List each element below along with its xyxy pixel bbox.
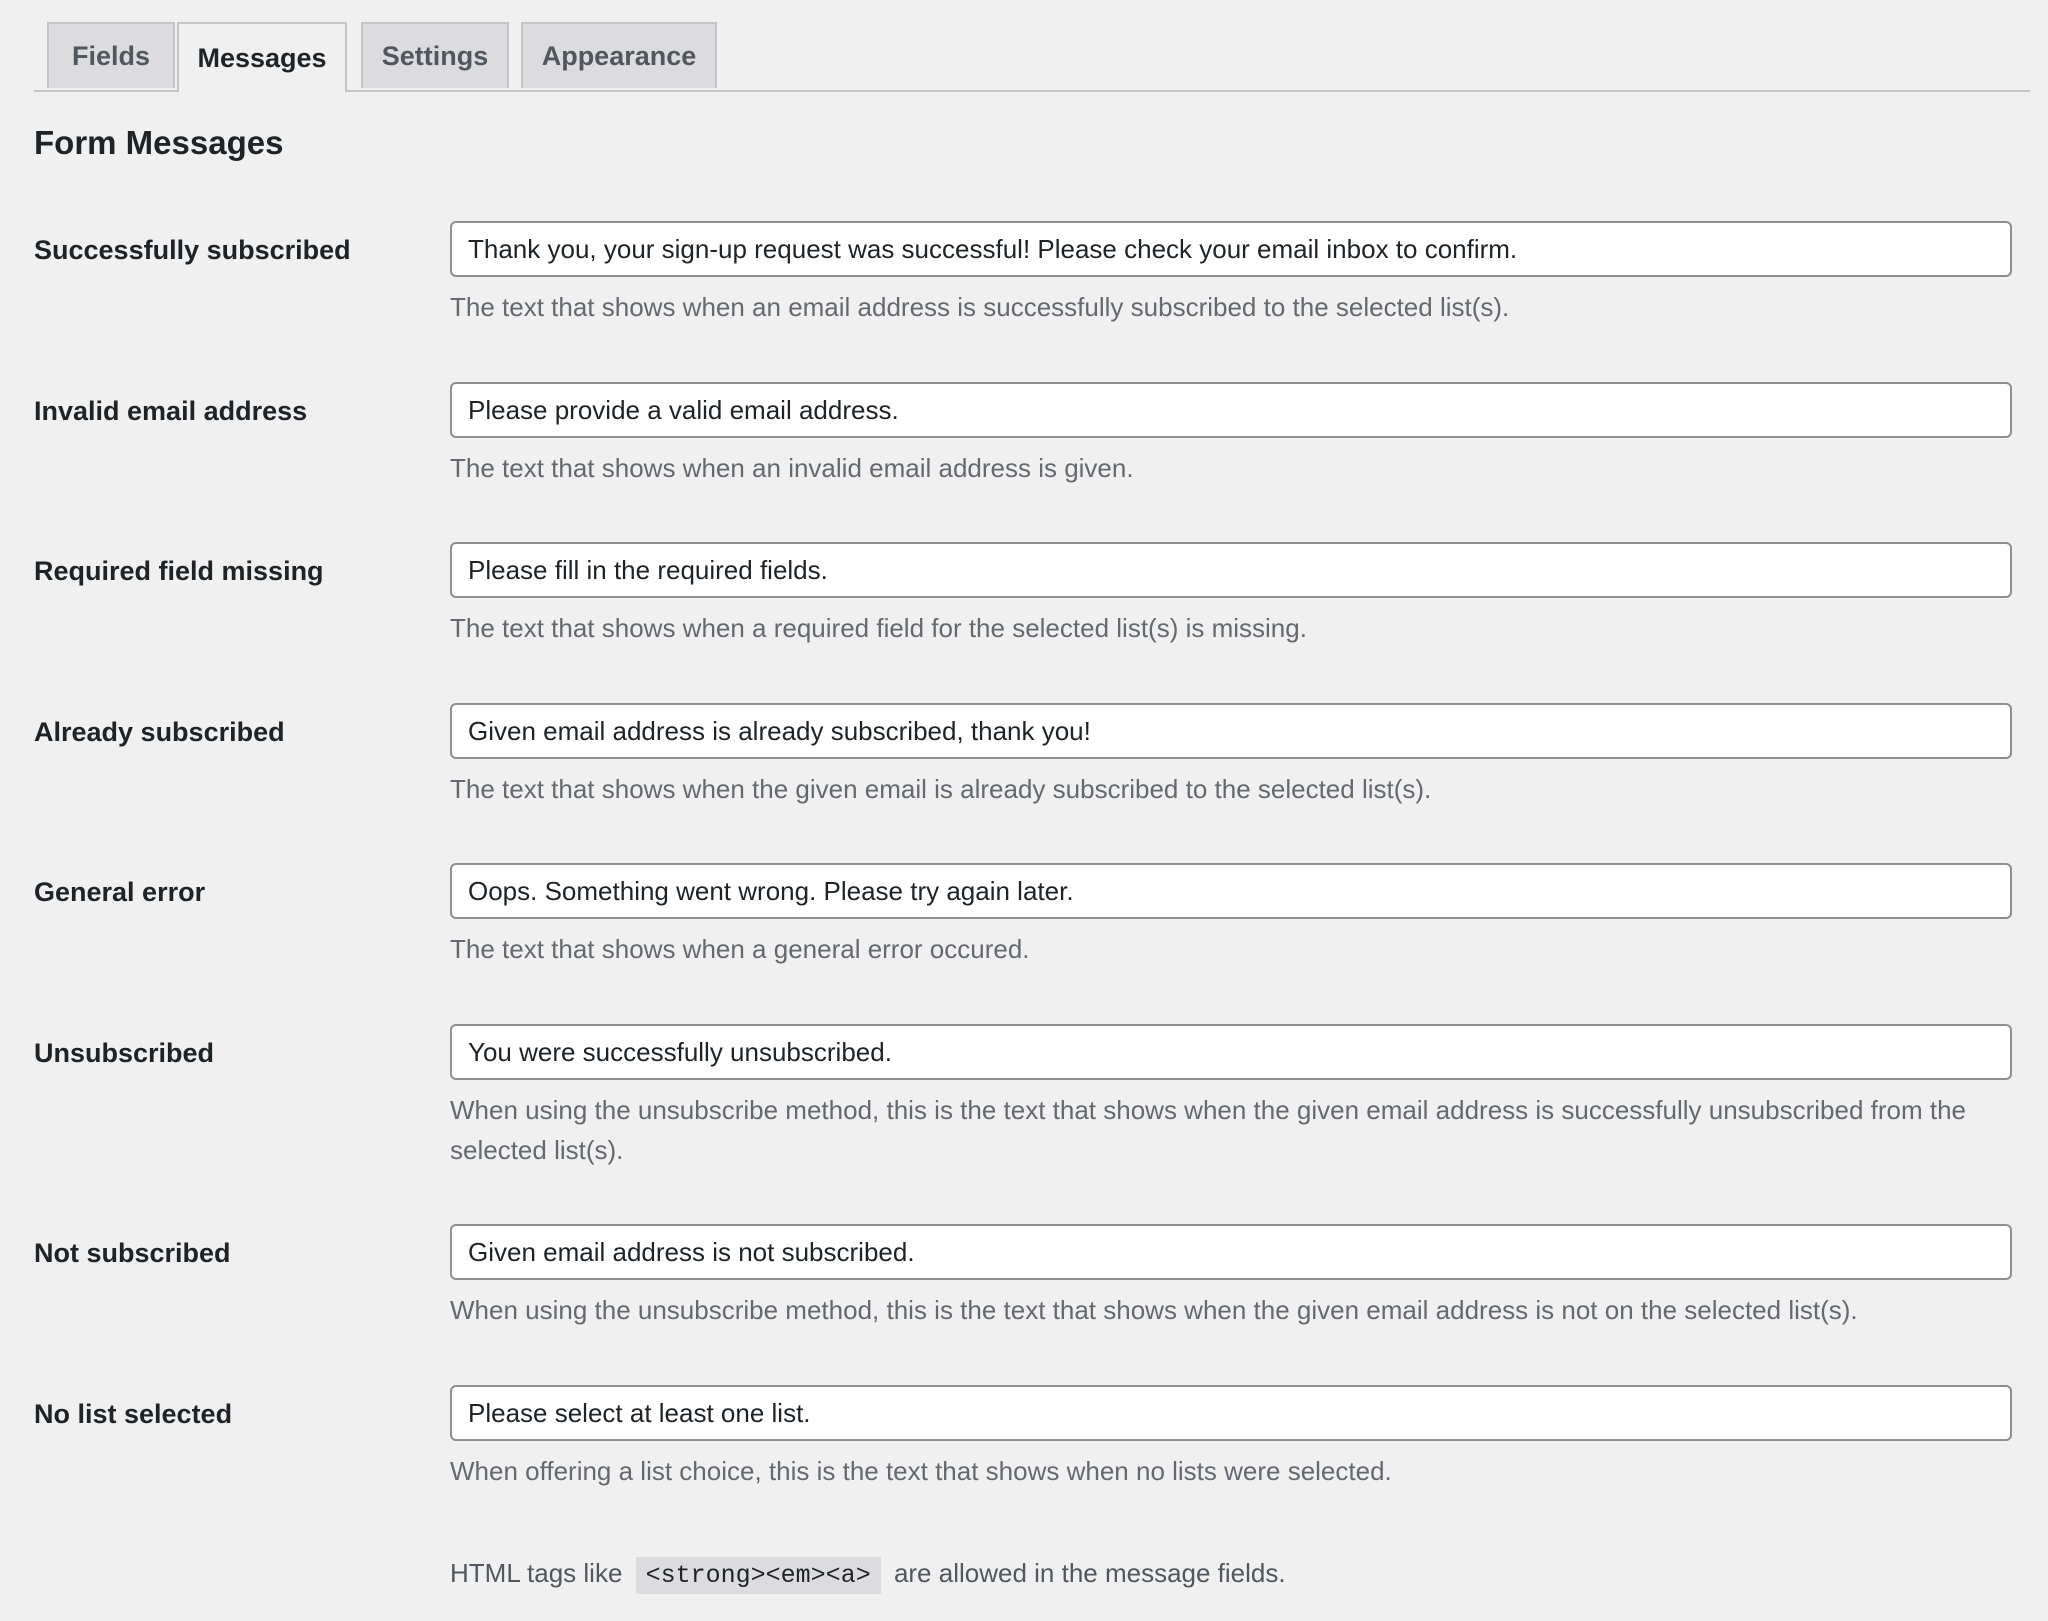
row-description: The text that shows when a general error occured. [450,934,1030,964]
not-subscribed-input[interactable] [450,1224,2012,1280]
row-label: Unsubscribed [34,1038,215,1068]
row-label: Successfully subscribed [34,235,351,265]
row-label: Required field missing [34,556,324,586]
row-description: When using the unsubscribe method, this is the text that shows when the given email address is not on the selected list(s). [450,1295,1858,1325]
tab-settings[interactable]: Settings [361,22,509,88]
tab-bar [34,22,2030,92]
invalid-email-input[interactable] [450,382,2012,438]
note-text-before: HTML tags like [450,1558,623,1588]
row-description: The text that shows when a required field for the selected list(s) is missing. [450,613,1307,643]
tab-messages[interactable]: Messages [177,22,347,92]
row-description: The text that shows when an email address is successfully subscribed to the selected list(s). [450,292,1510,322]
no-list-selected-input[interactable] [450,1385,2012,1441]
row-label: Already subscribed [34,717,285,747]
row-label: No list selected [34,1399,233,1429]
row-description: The text that shows when an invalid email address is given. [450,453,1134,483]
tab-appearance[interactable]: Appearance [521,22,717,88]
note-text-after: are allowed in the message fields. [893,1558,1286,1588]
row-description: When offering a list choice, this is the text that shows when no lists were selected. [450,1456,1392,1486]
successfully-subscribed-input[interactable] [450,221,2012,277]
row-label: Not subscribed [34,1238,231,1268]
allowed-tags-code: <strong><em><a> [636,1557,881,1594]
general-error-input[interactable] [450,863,2012,919]
required-field-missing-input[interactable] [450,542,2012,598]
row-label: General error [34,877,206,907]
already-subscribed-input[interactable] [450,703,2012,759]
row-label: Invalid email address [34,396,308,426]
row-description: The text that shows when the given email is already subscribed to the selected list(s). [450,774,1432,804]
section-title: Form Messages [34,124,284,161]
tab-fields[interactable]: Fields [47,22,175,88]
unsubscribed-input[interactable] [450,1024,2012,1080]
html-tags-note [450,1553,1286,1596]
row-description: When using the unsubscribe method, this is the text that shows when the given email address is successfully unsubscribed from the selected list(s). [450,1095,1966,1165]
